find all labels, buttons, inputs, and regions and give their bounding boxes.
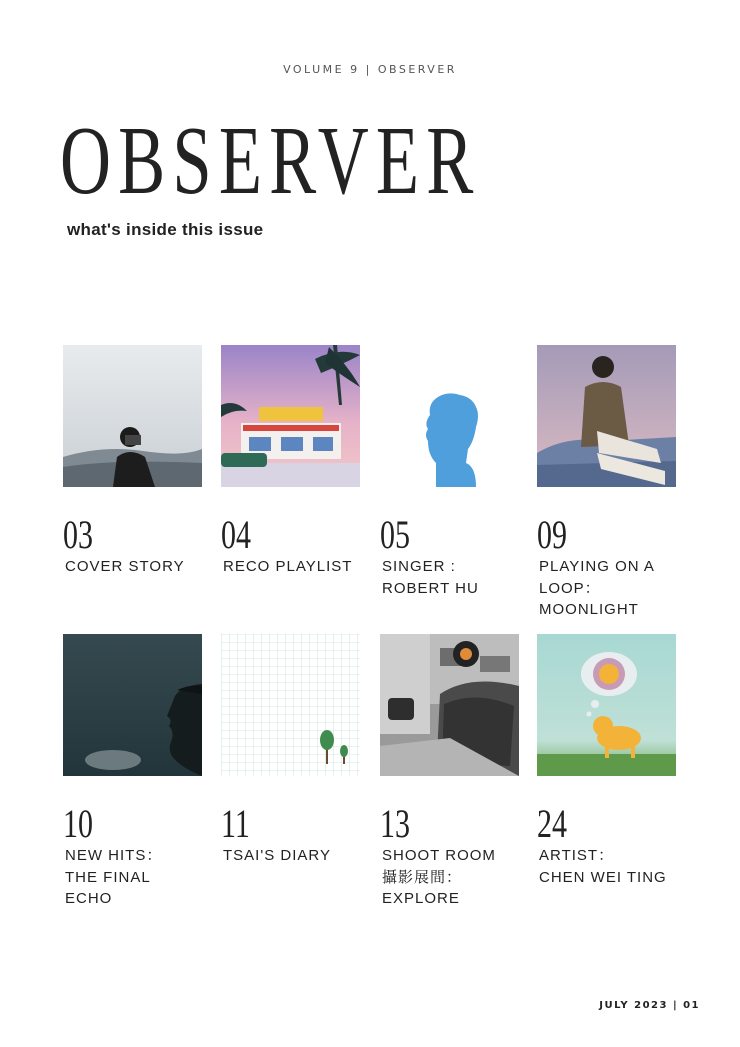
contents-subtitle: what's inside this issue <box>67 220 264 239</box>
page-number: 05 <box>380 512 410 557</box>
item-label: COVER STORY <box>65 558 185 575</box>
page-number: 04 <box>221 512 251 557</box>
item-label: ARTIST： CHEN WEI TING <box>539 847 667 886</box>
item-label: RECO PLAYLIST <box>223 558 353 575</box>
dark-profile-photo <box>63 634 202 776</box>
page-number: 03 <box>63 512 93 557</box>
blue-silhouette <box>380 345 519 487</box>
hybs-album-cover <box>221 345 360 487</box>
dog-painting <box>537 634 676 776</box>
page-number: 13 <box>380 801 410 846</box>
volume-label: VOLUME 9 | OBSERVER <box>283 63 457 76</box>
woman-with-camera-photo <box>63 345 202 487</box>
item-label: SINGER : ROBERT HU <box>382 558 479 597</box>
magazine-title: OBSERVER <box>60 107 481 215</box>
item-label: TSAI'S DIARY <box>223 847 331 864</box>
page-number: 24 <box>537 801 567 846</box>
page-number: 11 <box>221 801 250 846</box>
footer-page-label: JULY 2023 | 01 <box>599 1000 700 1011</box>
item-label: SHOOT ROOM 攝影展間： EXPLORE <box>382 847 496 907</box>
street-photo-bw <box>380 634 519 776</box>
item-label: PLAYING ON A LOOP： MOONLIGHT <box>539 558 655 618</box>
man-on-car-photo <box>537 345 676 487</box>
grid-paper-trees <box>221 634 360 776</box>
item-label: NEW HITS： THE FINAL ECHO <box>65 847 163 907</box>
page-number: 10 <box>63 801 93 846</box>
page-number: 09 <box>537 512 567 557</box>
